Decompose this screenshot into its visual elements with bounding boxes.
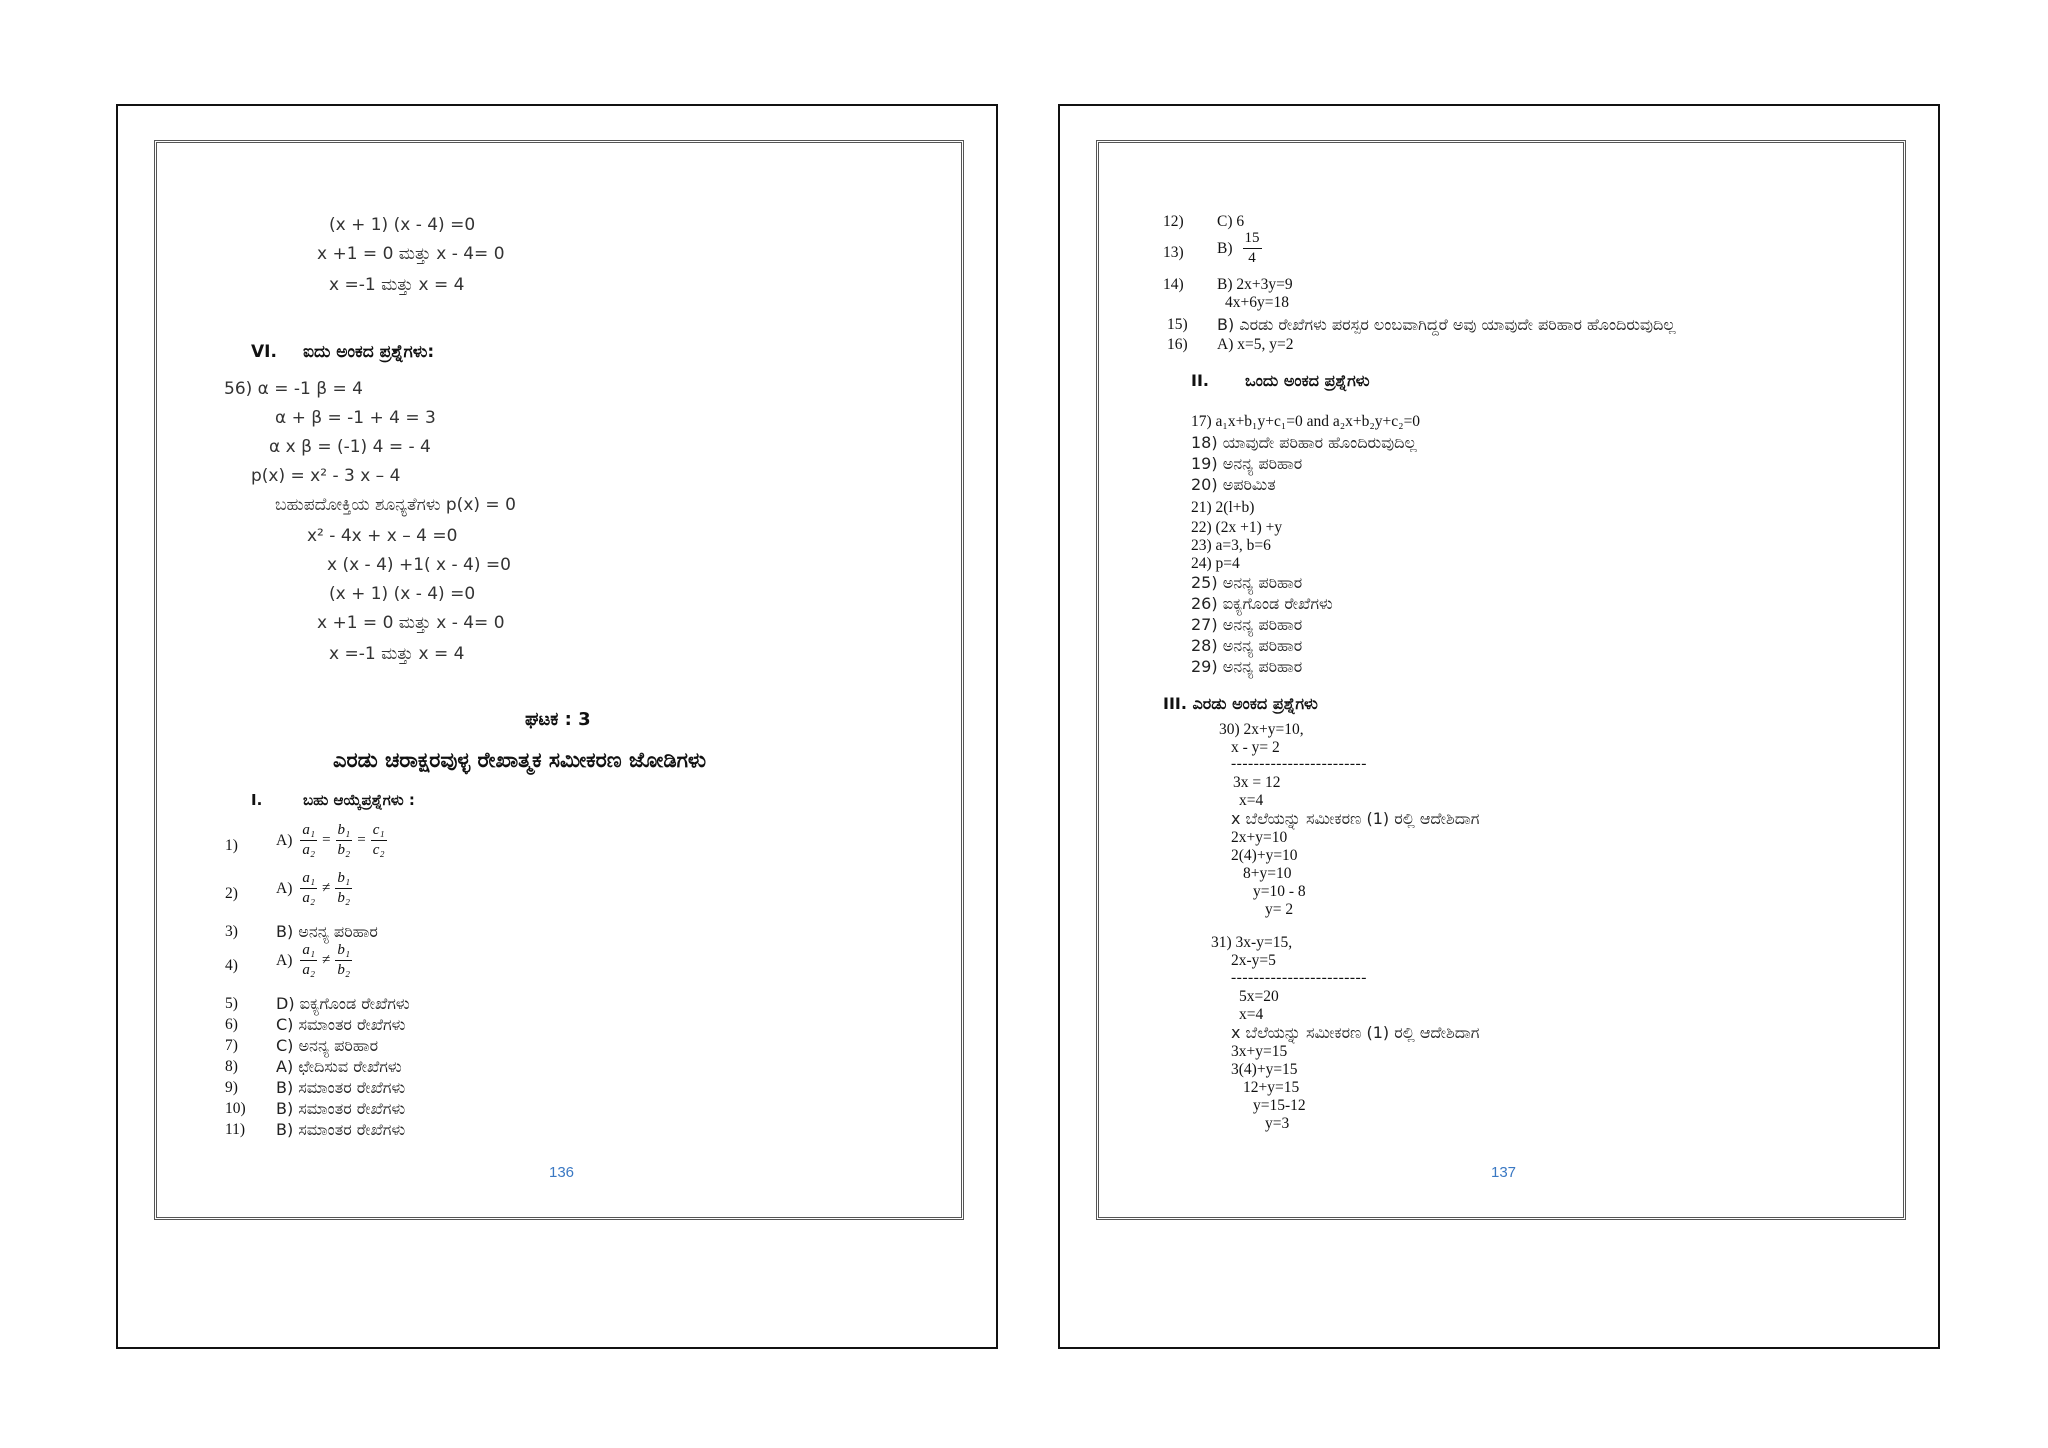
work-line: 2(4)+y=10 — [1231, 847, 1298, 864]
question-number: 12) — [1163, 213, 1184, 230]
answer-line: 20) ಅಪರಿಮಿತ — [1191, 475, 1276, 494]
answer-text: C) ಅನನ್ಯ ಪರಿಹಾರ — [276, 1036, 379, 1055]
answer-text: D) ಐಕ್ಯಗೊಂಡ ರೇಖೆಗಳು — [276, 994, 410, 1013]
fraction-answer — [276, 823, 389, 858]
divider-line: ------------------------ — [1231, 755, 1367, 772]
numerator: a₁ — [300, 871, 317, 889]
answer-line: 19) ಅನನ್ಯ ಪರಿಹಾರ — [1191, 454, 1303, 473]
fraction — [300, 823, 317, 858]
question-number: 8) — [225, 1058, 238, 1075]
question-number: 15) — [1167, 316, 1188, 333]
answer-text: B) ಎರಡು ರೇಖೆಗಳು ಪರಸ್ಪರ ಲಂಬವಾಗಿದ್ದರೆ ಅವು ಯಾವುದೇ ಪರಿಹಾರ ಹೊಂದಿರುವುದಿಲ್ಲ — [1217, 315, 1676, 334]
work-line: 3x+y=15 — [1231, 1043, 1288, 1060]
unit-heading: ಘಟಕ : 3 — [525, 709, 591, 730]
right-page-frame — [1096, 140, 1906, 1220]
question-number: 14) — [1163, 276, 1184, 293]
equation-line: 56) α = -1 β = 4 — [224, 379, 363, 399]
equation-line: x +1 = 0 ಮತ್ತು x - 4= 0 — [317, 244, 505, 264]
work-line: y=15-12 — [1253, 1097, 1306, 1114]
page-number: 136 — [549, 1164, 575, 1181]
denominator: a₂ — [302, 890, 316, 906]
option-letter: A) — [276, 951, 293, 969]
numerator: b₁ — [335, 943, 352, 961]
work-line: 31) 3x-y=15, — [1211, 934, 1293, 951]
answer-line: 17) a₁x+b₁y+c₁=0 and a₂x+b₂y+c₂=0 — [1191, 413, 1421, 430]
answer-text: B) ಸಮಾಂತರ ರೇಖೆಗಳು — [276, 1078, 406, 1097]
answer-text: B) ಸಮಾಂತರ ರೇಖೆಗಳು — [276, 1120, 406, 1139]
answer-text: C) 6 — [1217, 213, 1245, 230]
answer-text: C) ಸಮಾಂತರ ರೇಖೆಗಳು — [276, 1015, 406, 1034]
question-number: 16) — [1167, 336, 1188, 353]
denominator: b₂ — [337, 890, 351, 906]
relation-sign: = — [357, 832, 366, 848]
answer-line: 26) ಐಕ್ಯಗೊಂಡ ರೇಖೆಗಳು — [1191, 594, 1333, 613]
right-page — [1058, 104, 1940, 1349]
section-title: ಬಹು ಆಯ್ಕೆಪ್ರಶ್ನೆಗಳು : — [303, 791, 415, 809]
work-line: y=10 - 8 — [1253, 883, 1306, 900]
section-title: ಒಂದು ಅಂಕದ ಪ್ರಶ್ನೆಗಳು — [1245, 371, 1370, 390]
section-number: I. — [251, 791, 263, 809]
question-number: 4) — [225, 957, 238, 974]
numerator: a₁ — [300, 943, 317, 961]
answer-text: 4x+6y=18 — [1225, 294, 1289, 311]
work-line: x ಬೆಲೆಯನ್ನು ಸಮೀಕರಣ (1) ರಲ್ಲಿ ಆದೇಶಿದಾಗ — [1231, 809, 1480, 828]
answer-line: 28) ಅನನ್ಯ ಪರಿಹಾರ — [1191, 636, 1303, 655]
question-number: 13) — [1163, 244, 1184, 261]
equation-line: ಬಹುಪದೋಕ್ತಿಯ ಶೂನ್ಯತೆಗಳು p(x) = 0 — [275, 495, 516, 515]
denominator: 4 — [1248, 250, 1256, 266]
answer-line: 25) ಅನನ್ಯ ಪರಿಹಾರ — [1191, 573, 1303, 592]
work-line: 12+y=15 — [1243, 1079, 1300, 1096]
page-number: 137 — [1491, 1164, 1517, 1181]
answer-text: B) ಸಮಾಂತರ ರೇಖೆಗಳು — [276, 1099, 406, 1118]
work-line: 3(4)+y=15 — [1231, 1061, 1298, 1078]
work-line: 30) 2x+y=10, — [1219, 721, 1304, 738]
left-page — [116, 104, 998, 1349]
fraction — [1243, 231, 1262, 266]
question-number: 9) — [225, 1079, 238, 1096]
fraction — [335, 943, 352, 978]
equation-line: x (x - 4) +1( x - 4) =0 — [327, 555, 511, 575]
section-number: VI. — [251, 342, 277, 362]
fraction-answer — [276, 871, 354, 906]
denominator: b₂ — [337, 962, 351, 978]
work-line: x ಬೆಲೆಯನ್ನು ಸಮೀಕರಣ (1) ರಲ್ಲಿ ಆದೇಶಿದಾಗ — [1231, 1023, 1480, 1042]
section-title: III. ಎರಡು ಅಂಕದ ಪ್ರಶ್ನೆಗಳು — [1163, 694, 1318, 713]
denominator: a₂ — [302, 962, 316, 978]
denominator: b₂ — [337, 842, 351, 858]
work-line: y=3 — [1265, 1115, 1290, 1132]
option-letter: B) — [1217, 239, 1233, 257]
equation-line: α + β = -1 + 4 = 3 — [275, 408, 436, 428]
question-number: 10) — [225, 1100, 246, 1117]
option-letter: A) — [276, 879, 293, 897]
equation-line: x =-1 ಮತ್ತು x = 4 — [329, 275, 465, 295]
answer-line: 23) a=3, b=6 — [1191, 537, 1271, 554]
answer-line: 27) ಅನನ್ಯ ಪರಿಹಾರ — [1191, 615, 1303, 634]
equation-line: x =-1 ಮತ್ತು x = 4 — [329, 644, 465, 664]
relation-sign: ≠ — [322, 880, 331, 896]
work-line: 2x-y=5 — [1231, 952, 1276, 969]
answer-line: 29) ಅನನ್ಯ ಪರಿಹಾರ — [1191, 657, 1303, 676]
work-line: x=4 — [1239, 792, 1264, 809]
work-line: x - y= 2 — [1231, 739, 1280, 756]
answer-text: A) x=5, y=2 — [1217, 336, 1294, 353]
question-number: 3) — [225, 923, 238, 940]
fraction — [300, 943, 317, 978]
equation-line: x² - 4x + x – 4 =0 — [307, 526, 458, 546]
numerator: a₁ — [300, 823, 317, 841]
numerator: b₁ — [335, 871, 352, 889]
equation-line: x +1 = 0 ಮತ್ತು x - 4= 0 — [317, 613, 505, 633]
left-page-frame — [154, 140, 964, 1220]
numerator: b₁ — [336, 823, 353, 841]
answer-line: 22) (2x +1) +y — [1191, 519, 1283, 536]
fraction — [371, 823, 387, 858]
work-line: 2x+y=10 — [1231, 829, 1288, 846]
answer-text: A) ಛೇದಿಸುವ ರೇಖೆಗಳು — [276, 1057, 402, 1076]
question-number: 5) — [225, 995, 238, 1012]
fraction-answer — [1217, 231, 1264, 266]
numerator: 15 — [1243, 231, 1262, 249]
answer-text: B) 2x+3y=9 — [1217, 276, 1293, 293]
fraction — [336, 823, 353, 858]
fraction — [335, 871, 352, 906]
section-number: II. — [1191, 371, 1209, 390]
divider-line: ------------------------ — [1231, 969, 1367, 986]
question-number: 6) — [225, 1016, 238, 1033]
option-letter: A) — [276, 831, 293, 849]
work-line: y= 2 — [1265, 901, 1294, 918]
answer-line: 21) 2(l+b) — [1191, 499, 1255, 516]
question-number: 11) — [225, 1121, 246, 1138]
relation-sign: ≠ — [322, 952, 331, 968]
work-line: 5x=20 — [1239, 988, 1279, 1005]
denominator: a₂ — [302, 842, 316, 858]
work-line: 8+y=10 — [1243, 865, 1292, 882]
fraction-answer — [276, 943, 354, 978]
question-number: 7) — [225, 1037, 238, 1054]
answer-line: 24) p=4 — [1191, 555, 1240, 572]
question-number: 1) — [225, 837, 238, 854]
relation-sign: = — [322, 832, 331, 848]
equation-line: α x β = (-1) 4 = - 4 — [269, 437, 431, 457]
answer-line: 18) ಯಾವುದೇ ಪರಿಹಾರ ಹೊಂದಿರುವುದಿಲ್ಲ — [1191, 433, 1417, 452]
equation-line: p(x) = x² - 3 x – 4 — [251, 466, 401, 486]
question-number: 2) — [225, 885, 238, 902]
numerator: c₁ — [371, 823, 387, 841]
answer-text: B) ಅನನ್ಯ ಪರಿಹಾರ — [276, 922, 378, 941]
equation-line: (x + 1) (x - 4) =0 — [329, 584, 476, 604]
fraction — [300, 871, 317, 906]
work-line: x=4 — [1239, 1006, 1264, 1023]
denominator: c₂ — [372, 842, 385, 858]
equation-line: (x + 1) (x - 4) =0 — [329, 215, 476, 235]
work-line: 3x = 12 — [1233, 774, 1281, 791]
unit-title: ಎರಡು ಚರಾಕ್ಷರವುಳ್ಳ ರೇಖಾತ್ಮಕ ಸಮೀಕರಣ ಜೋಡಿಗಳು — [333, 748, 707, 772]
section-title: ಐದು ಅಂಕದ ಪ್ರಶ್ನೆಗಳು: — [303, 342, 435, 362]
